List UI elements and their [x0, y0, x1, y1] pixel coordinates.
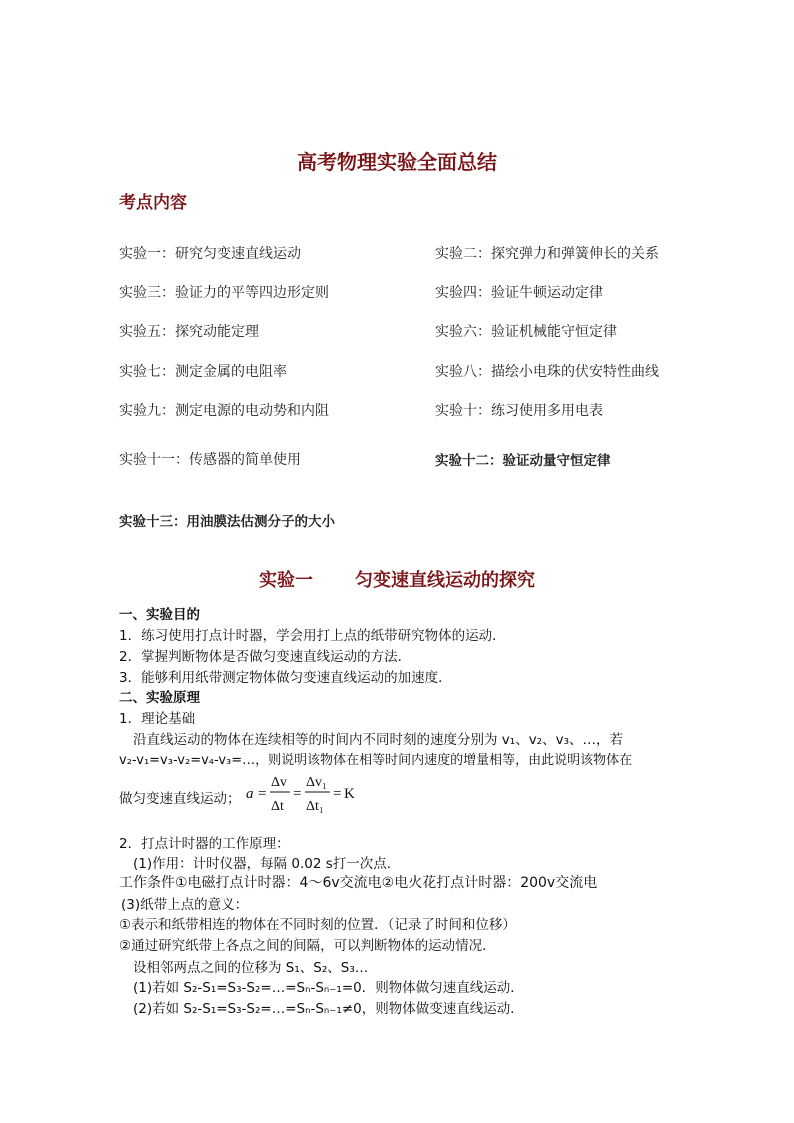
- paragraph: (2)若如 S₂-S₁=S₃-S₂=…=Sₙ-Sₙ₋₁≠0，则物体做变速直线运动．: [133, 1001, 524, 1017]
- formula-dv: Δv: [271, 775, 288, 790]
- formula-equals: =: [293, 786, 302, 802]
- paragraph: ①表示和纸带相连的物体在不同时刻的位置．（记录了时间和位移）: [119, 917, 516, 933]
- experiment-item: 实验六：验证机械能守恒定律: [435, 324, 617, 340]
- paragraph: 设相邻两点之间的位移为 S₁、S₂、S₃…: [133, 960, 369, 976]
- experiment-item: 实验十三：用油膜法估测分子的大小: [119, 514, 335, 530]
- experiment-item: 实验四：验证牛顿运动定律: [435, 285, 603, 301]
- experiment-item: 实验三：验证力的平等四边形定则: [119, 285, 329, 301]
- formula-dt1: Δt₁: [306, 799, 324, 814]
- page-title: 高考物理实验全面总结: [297, 150, 497, 174]
- experiment-item: 实验二：探究弹力和弹簧伸长的关系: [435, 246, 659, 262]
- paragraph: 2．掌握判断物体是否做匀变速直线运动的方法．: [119, 649, 412, 665]
- experiment-item: 实验一：研究匀变速直线运动: [119, 246, 301, 262]
- paragraph: 3．能够利用纸带测定物体做匀变速直线运动的加速度．: [119, 670, 452, 686]
- acceleration-formula: [246, 768, 356, 818]
- paragraph: 1．练习使用打点计时器，学会用打上点的纸带研究物体的运动．: [119, 628, 506, 644]
- experiment-item: 实验十一：传感器的简单使用: [119, 452, 301, 468]
- paragraph: (1)作用：计时仪器，每隔 0.02 s打一次点．: [133, 856, 401, 872]
- experiment-item: 实验十：练习使用多用电表: [435, 403, 603, 419]
- experiment-item: 实验十二：验证动量守恒定律: [435, 453, 611, 469]
- experiment-item: 实验五：探究动能定理: [119, 324, 259, 340]
- experiment-item: 实验七：测定金属的电阻率: [119, 364, 287, 380]
- paragraph: 1．理论基础: [119, 711, 196, 727]
- paragraph: ②通过研究纸带上各点之间的间隔，可以判断物体的运动情况．: [119, 938, 496, 954]
- paragraph: (3)纸带上点的意义：: [121, 897, 249, 913]
- paragraph: 做匀变速直线运动；: [119, 791, 241, 807]
- heading-principle: 二、实验原理: [119, 690, 200, 706]
- heading-purpose: 一、实验目的: [119, 607, 200, 623]
- experiment-item: 实验九：测定电源的电动势和内阻: [119, 403, 329, 419]
- section-title-text: 匀变速直线运动的探究: [355, 570, 535, 591]
- section-title: [0, 566, 794, 592]
- formula-equals: =: [333, 786, 342, 802]
- formula-dt: Δt: [271, 799, 284, 814]
- subheading-exam-points: 考点内容: [119, 193, 187, 213]
- paragraph: 沿直线运动的物体在连续相等的时间内不同时刻的速度分别为 v₁、v₂、v₃、…，若: [133, 732, 623, 748]
- paragraph: 2．打点计时器的工作原理：: [119, 836, 290, 852]
- section-title-number: 实验一: [259, 570, 313, 591]
- paragraph: 工作条件①电磁打点计时器：4～6v交流电②电火花打点计时器：200v交流电: [119, 875, 598, 891]
- paragraph: v₂-v₁=v₃-v₂=v₄-v₃=…，则说明该物体在相等时间内速度的增量相等，由此说明该物体在: [119, 753, 633, 768]
- formula-equals: =: [258, 786, 267, 802]
- paragraph: (1)若如 S₂-S₁=S₃-S₂=…=Sₙ-Sₙ₋₁=0．则物体做匀速直线运动．: [133, 980, 524, 996]
- experiment-item: 实验八：描绘小电珠的伏安特性曲线: [435, 364, 659, 380]
- formula-k: K: [344, 786, 355, 802]
- formula-dv1: Δv₁: [306, 775, 327, 790]
- formula-a: a: [246, 786, 254, 802]
